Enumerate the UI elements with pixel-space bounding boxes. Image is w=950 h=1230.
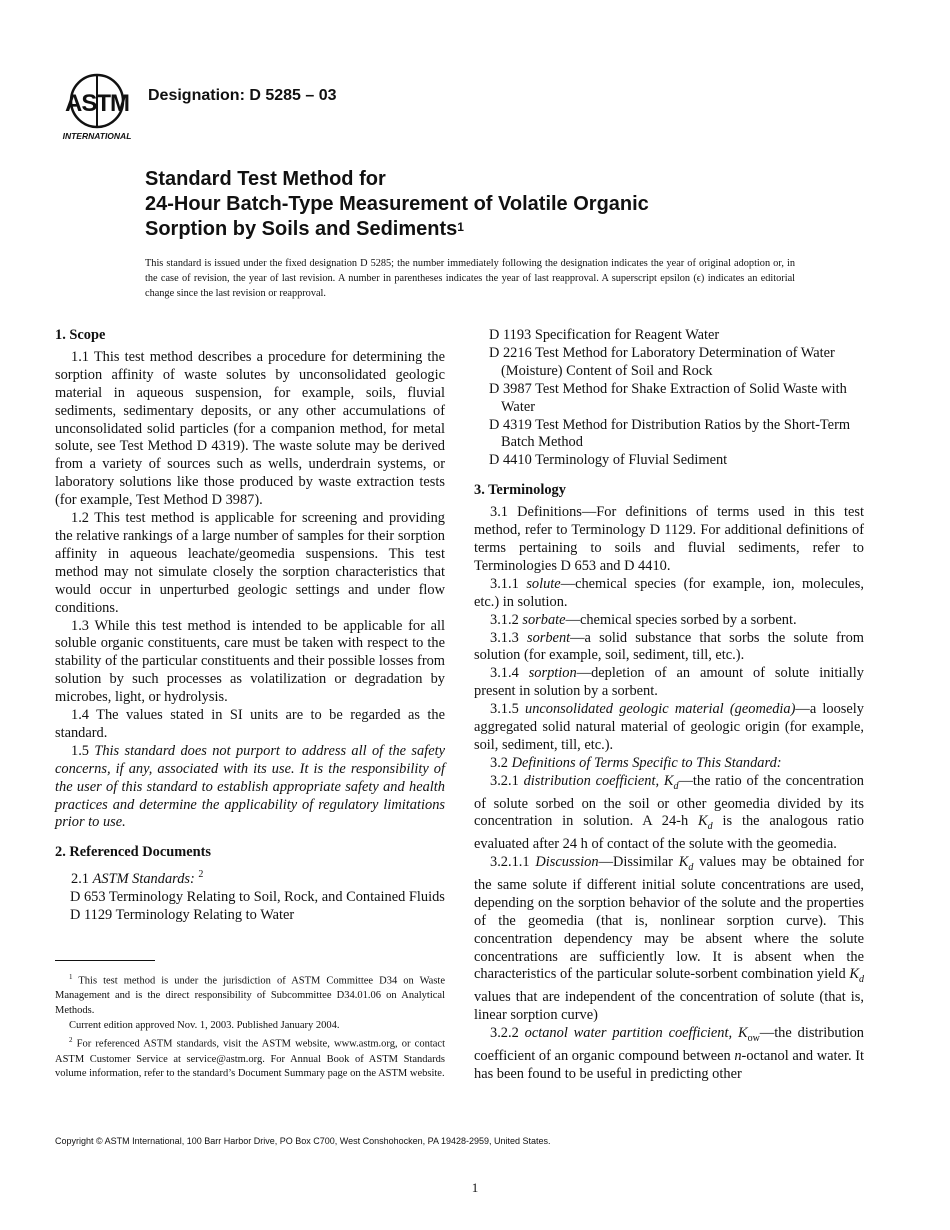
number: 3.1.3 <box>490 629 527 646</box>
footnote-1b: Current edition approved Nov. 1, 2003. Published January 2004. <box>69 1019 340 1031</box>
title-line-3-text: Sorption by Soils and Sediments <box>145 218 458 240</box>
referenced-list-left <box>55 889 445 925</box>
definition: -octanol and water. It has been found to be useful in predicting other <box>474 1047 864 1082</box>
number: 3.1.1 <box>490 575 527 592</box>
paragraph-3-1-3 <box>474 630 864 666</box>
definition: —depletion of an amount of solute initially present in solution by a sorbent. <box>474 665 864 700</box>
paragraph-3-2-1 <box>474 773 864 854</box>
definition: is the analogous ratio evaluated after 24 h of contact of the solute with the geomedia. <box>474 813 864 853</box>
paragraph-1-5 <box>55 743 445 833</box>
number: 3.2.2 <box>490 1025 525 1042</box>
definition: —the ratio of the concentration of solute sorbed on the soil or other geomedia divided by its concentration in solution. A 24-h <box>474 772 864 830</box>
number: 3.2.1.1 <box>490 854 536 871</box>
definition: —a solid substance that sorbs the solute from solution (for example, soil, sediment, till, etc.). <box>474 629 864 664</box>
right-column <box>474 327 864 1084</box>
footnote-2 <box>55 1033 445 1082</box>
term: sorption <box>528 665 577 682</box>
symbol: n <box>734 1047 742 1064</box>
term: solute <box>526 575 561 592</box>
footnote-1-mark: 1 <box>69 973 73 981</box>
paragraph-2-1-footnote-mark: 2 <box>198 869 204 881</box>
footnote-2-mark: 2 <box>69 1036 73 1045</box>
paragraph-2-1-number: 2.1 <box>71 871 93 888</box>
astm-logo <box>58 73 136 143</box>
term: Definitions of Terms Specific to This Standard: <box>511 754 782 771</box>
reference-item: D 4410 Terminology of Fluvial Sediment <box>489 452 728 469</box>
paragraph-2-1-text: ASTM Standards: <box>92 871 195 888</box>
document-title <box>145 167 845 242</box>
subscript: d <box>688 862 694 873</box>
designation: Designation: D 5285 – 03 <box>148 87 337 104</box>
copyright-notice: Copyright © ASTM International, 100 Barr Harbor Drive, PO Box C700, West Conshohocken, PA 19428-2959, United States. <box>55 1136 551 1146</box>
symbol: K <box>698 813 708 830</box>
logo-text: ASTM <box>65 90 129 117</box>
paragraph-3-1-4 <box>474 665 864 701</box>
paragraph-1-5-number: 1.5 <box>71 742 95 759</box>
page-number: 1 <box>471 1180 479 1195</box>
paragraph-3-2-2 <box>474 1025 864 1084</box>
title-line-1: Standard Test Method for <box>145 168 386 190</box>
left-column <box>55 327 445 925</box>
paragraph-3-1: 3.1 Definitions—For definitions of terms used in this test method, refer to Terminology D 1129. For additional definitions of terms pertaining to soils and fluvial sediments, refer to Terminologies D 653 and D 4410. <box>474 504 864 574</box>
subscript: d <box>859 974 864 986</box>
section-heading-terminology: 3. Terminology <box>474 482 566 499</box>
paragraph-1-4: 1.4 The values stated in SI units are to be regarded as the standard. <box>55 707 445 741</box>
subscript: ow <box>747 1032 760 1044</box>
number: 3.1.4 <box>490 665 529 682</box>
footnote-2-text: For referenced ASTM standards, visit the ASTM website, www.astm.org, or contact ASTM Customer Service at service@astm.org. For Annual Book of ASTM Standards volume information, refer to the standard’s Document Summary page on the ASTM website. <box>55 1038 445 1080</box>
term: sorbate <box>522 611 566 628</box>
number: 3.1.2 <box>490 611 523 628</box>
definition: values that are independent of the concentration of solute (that is, linear sorption curve) <box>474 989 864 1024</box>
definition: —Dissimilar <box>598 854 679 871</box>
reference-item: D 653 Terminology Relating to Soil, Rock, and Contained Fluids <box>70 888 445 905</box>
reference-item: D 1193 Specification for Reagent Water <box>489 327 720 343</box>
reference-item: D 1129 Terminology Relating to Water <box>70 906 295 923</box>
paragraph-1-2: 1.2 This test method is applicable for screening and providing the relative rankings of a large number of samples for their sorption affinity in aqueous leachate/geomedia suspensions. This test method may not simulate closely the sorption characteristics that would occur in unperturbed geologic settings and under flow conditions. <box>55 510 445 616</box>
term: unconsolidated geologic material (geomedia) <box>525 701 796 718</box>
reference-item: D 2216 Test Method for Laboratory Determination of Water (Moisture) Content of Soil and Rock <box>489 344 835 379</box>
paragraph-3-2-1-1 <box>474 854 864 1025</box>
term: Discussion <box>535 854 599 871</box>
title-footnote-mark: 1 <box>457 220 464 234</box>
referenced-list-right <box>474 327 864 470</box>
definition: values may be obtained for the same solute if different initial solute concentrations are used, depending on the sorption behavior of the solute and the properties of the geomedia (that is, nonlinear sorption curve). This concentration dependency may be absent where the solute concentrations are sufficiently low. It is absent when the characteristics of the particular solute-sorbent combination yield <box>474 854 864 983</box>
paragraph-1-1: 1.1 This test method describes a procedure for determining the sorption affinity of waste solutes by unconsolidated geologic material in aqueous suspension, for example, soils, fluvial sediments, sedimentary deposits, or any other accumulations of unconsolidated solid particles (for a companion method, for metal solute, see Test Method D 4319). The waste solute may be derived from a variety of sources such as wells, underdrain systems, or laboratory solutions like those produced by waste extraction tests (for example, Test Method D 3987). <box>55 348 445 509</box>
logo-subtext: INTERNATIONAL <box>62 131 132 141</box>
term: sorbent <box>526 629 571 646</box>
paragraph-1-3: 1.3 While this test method is intended to be applicable for all soluble organic constituents, care must be taken with respect to the stability of the particular constituents and their possible losses from solution by such processes as volatilization or degradation by microbes, light, or hydrolysis. <box>55 617 445 706</box>
definition: —the distribution coefficient of an organic compound between <box>474 1025 864 1064</box>
issuance-note: This standard is issued under the fixed designation D 5285; the number immediately following the designation indicates the year of original adoption or, in the case of revision, the year of last revision. A number in parentheses indicates the year of last reapproval. A superscript epsilon (ϵ) indicates an editorial change since the last revision or reapproval. <box>145 258 795 299</box>
footnote-1-text: This test method is under the jurisdiction of ASTM Committee D34 on Waste Management and is the direct responsibility of Subcommittee D34.01.06 on Analytical Methods. <box>55 975 445 1016</box>
term: distribution coefficient, K <box>523 772 674 789</box>
paragraph-2-1 <box>55 866 445 889</box>
footnote-1 <box>55 970 445 1019</box>
symbol: K <box>678 854 689 871</box>
symbol: K <box>849 966 859 983</box>
paragraph-3-2 <box>474 755 864 773</box>
reference-item: D 3987 Test Method for Shake Extraction of Solid Waste with Water <box>489 380 847 415</box>
footnote-divider <box>55 960 155 961</box>
section-heading-referenced: 2. Referenced Documents <box>55 844 211 861</box>
number: 3.2 <box>490 754 512 771</box>
subscript: d <box>707 821 713 833</box>
subscript: d <box>673 780 679 792</box>
definition: —a loosely aggregated solid natural material of geologic origin (for example, soil, sediment, till, etc.). <box>474 701 864 753</box>
footnotes <box>55 970 445 1082</box>
definition: —chemical species sorbed by a sorbent. <box>565 611 797 628</box>
definition: —chemical species (for example, ion, molecules, etc.) in solution. <box>474 575 864 610</box>
paragraph-3-1-1 <box>474 576 864 612</box>
title-line-2: 24-Hour Batch-Type Measurement of Volatile Organic <box>145 193 649 215</box>
paragraph-1-5-text: This standard does not purport to address all of the safety concerns, if any, associated with its use. It is the responsibility of the user of this standard to establish appropriate safety and health practices and determine the applicability of regulatory limitations prior to use. <box>55 742 445 831</box>
title-line-3 <box>145 217 845 242</box>
section-heading-scope: 1. Scope <box>55 327 106 343</box>
paragraph-3-1-5 <box>474 701 864 755</box>
number: 3.2.1 <box>490 772 524 789</box>
term: octanol water partition coefficient, K <box>524 1025 748 1042</box>
number: 3.1.5 <box>490 701 525 718</box>
reference-item: D 4319 Test Method for Distribution Ratios by the Short-Term Batch Method <box>489 416 851 451</box>
paragraph-3-1-2 <box>474 612 864 630</box>
